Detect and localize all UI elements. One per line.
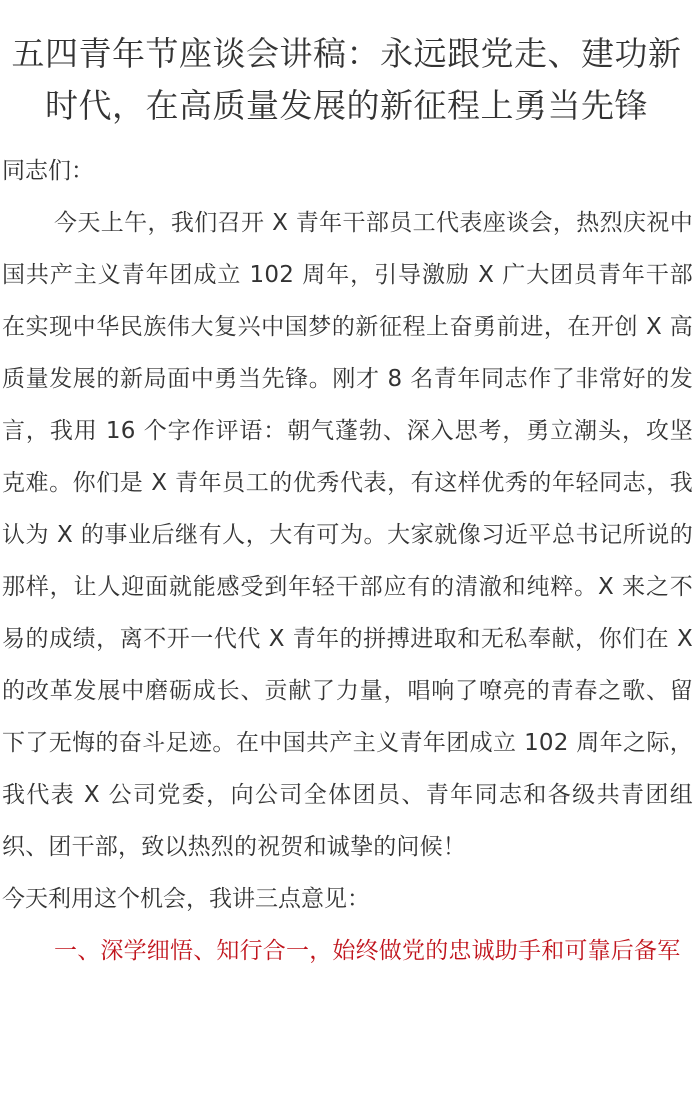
salutation: 同志们：: [2, 158, 94, 184]
intro-paragraph: 今天利用这个机会，我讲三点意见：: [2, 886, 370, 912]
document-title: 五四青年节座谈会讲稿：永远跟党走、建功新时代，在高质量发展的新征程上勇当先锋: [11, 34, 682, 125]
opening-paragraph: 今天上午，我们召开 X 青年干部员工代表座谈会，热烈庆祝中国共产主义青年团成立 102 周年，引导激励 X 广大团员青年干部在实现中华民族伟大复兴中国梦的新征程上奋勇前进，在开创 X 高质量发展的新局面中勇当先锋。刚才 8 名青年同志作了非常好的发言，我用 16 个字作评语：朝气蓬勃、深入思考，勇立潮头，攻坚克难。你们是 X 青年员工的优秀代表，有这样优秀的年轻同志，我认为 X 的事业后继有人，大有可为。大家就像习近平总书记所说的那样，让人迎面就能感受到年轻干部应有的清澈和纯粹。X 来之不易的成绩，离不开一代代 X 青年的拼搏进取和无私奉献，你们在 X 的改革发展中磨砺成长、贡献了力量，唱响了嘹亮的青春之歌、留下了无悔的奋斗足迹。在中国共产主义青年团成立 102 周年之际，我代表 X 公司党委，向公司全体团员、青年同志和各级共青团组织、团干部，致以热烈的祝贺和诚挚的问候！: [2, 210, 693, 860]
section-heading-1: 一、深学细悟、知行合一，始终做党的忠诚助手和可靠后备军: [54, 938, 681, 964]
document-body: [0, 132, 693, 977]
